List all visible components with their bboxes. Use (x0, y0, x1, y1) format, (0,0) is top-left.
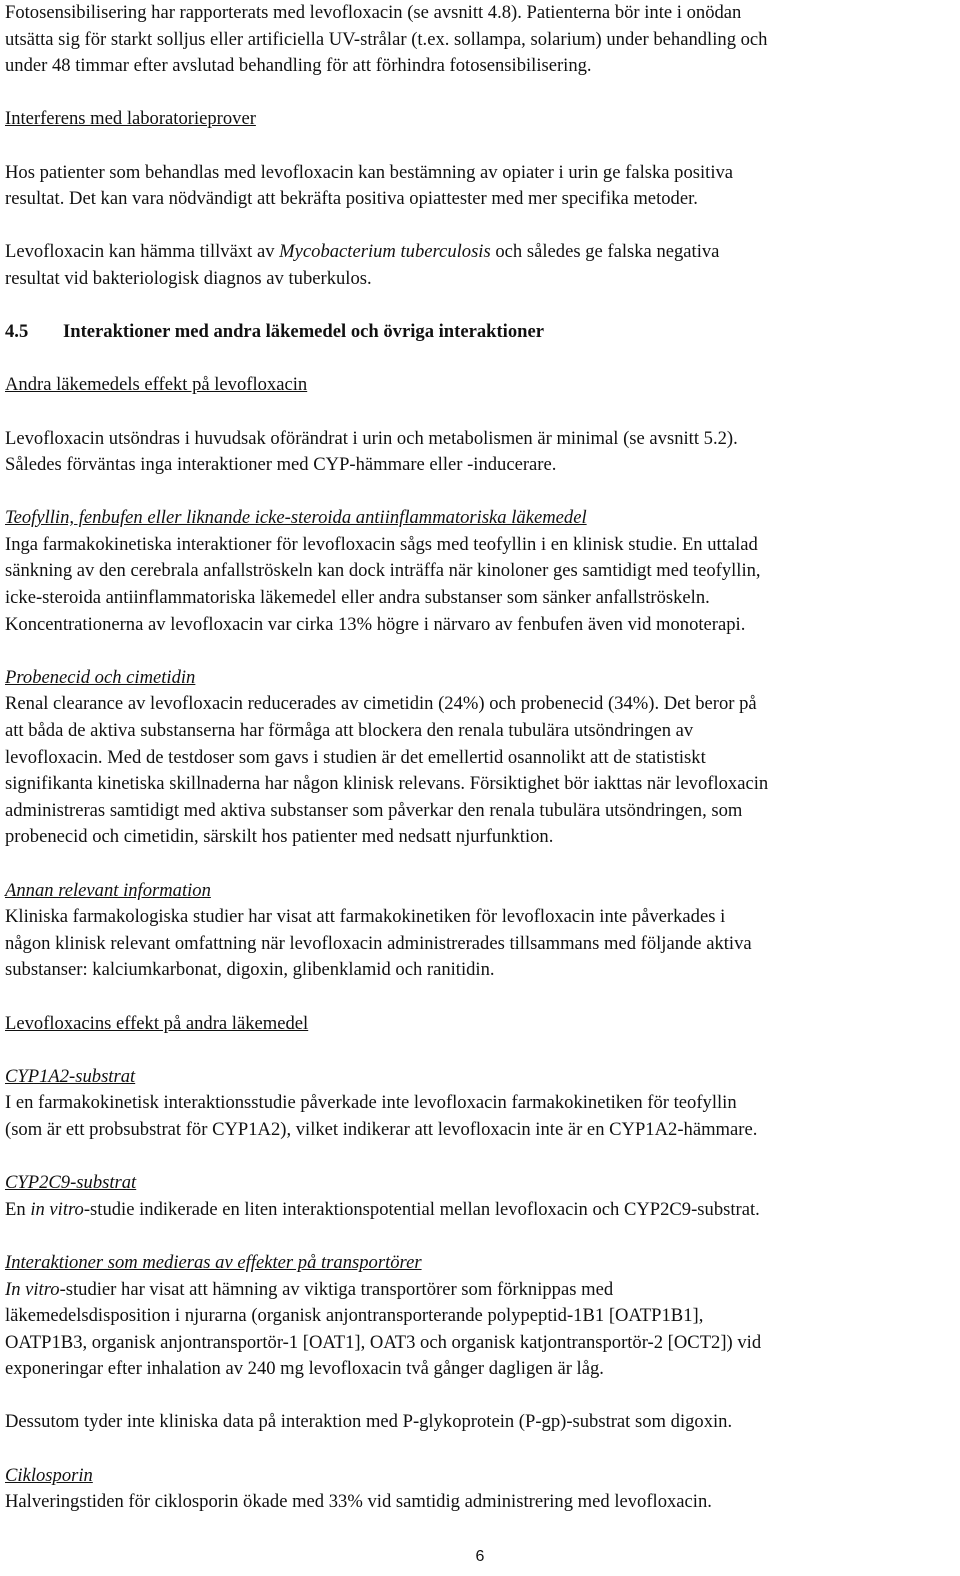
other-info-paragraph (5, 904, 950, 984)
text-line: I en farmakokinetisk interaktionsstudie påverkade inte levofloxacin farmakokinetiken för teofyllin (5, 1092, 737, 1114)
text-line: levofloxacin. Med de testdoser som gavs i studien är det emellertid osannolikt att de statistiskt (5, 746, 706, 768)
lab-interference-heading: Interferens med laboratorieprover (5, 108, 256, 130)
text-line: exponeringar efter inhalation av 240 mg levofloxacin två gånger dagligen är låg. (5, 1358, 604, 1380)
section-number: 4.5 (5, 321, 29, 343)
text-line: In vitro-studier har visat att hämning av viktiga transportörer som förknippas med (5, 1278, 614, 1300)
text-line: sänkning av den cerebrala anfallströskeln kan dock inträffa när kinoloner ges samtidigt med teofyllin, (5, 560, 761, 582)
text-line: Koncentrationerna av levofloxacin var cirka 13% högre i närvaro av fenbufen även vid monoterapi. (5, 613, 746, 635)
text-line: Hos patienter som behandlas med levofloxacin kan bestämning av opiater i urin ge falska positiva (5, 161, 734, 183)
cyp2c9-heading: CYP2C9-substrat (5, 1172, 137, 1194)
text-line: substanser: kalciumkarbonat, digoxin, glibenklamid och ranitidin. (5, 959, 495, 981)
text-line: OATP1B3, organisk anjontransportör-1 [OAT1], OAT3 och organisk katjontransportör-2 [OCT2]) vid (5, 1331, 762, 1353)
ciklosporin-heading: Ciklosporin (5, 1464, 93, 1486)
tuberculosis-paragraph (5, 239, 950, 292)
other-drugs-effect-heading: Andra läkemedels effekt på levofloxacin (5, 374, 308, 396)
probenecid-paragraph (5, 691, 950, 851)
text-line: resultat vid bakteriologisk diagnos av tuberkulos. (5, 267, 372, 289)
section-heading (5, 319, 950, 346)
text-line: administreras samtidigt med aktiva substanser som påverkar den renala tubulära utsöndringen, som (5, 799, 743, 821)
teofyllin-paragraph (5, 532, 950, 638)
page-number: 6 (475, 1548, 485, 1565)
photosensitization-paragraph (5, 0, 950, 80)
excretion-paragraph (5, 426, 950, 479)
text-line: icke-steroida antiinflammatoriska läkemedel eller andra substanser som sänker anfallströskeln. (5, 587, 710, 609)
text-line: signifikanta kinetiska skillnaderna har någon klinisk relevans. Försiktighet bör iakttas när levofloxacin (5, 773, 769, 795)
text-line: Således förväntas inga interaktioner med CYP-hämmare eller -inducerare. (5, 454, 557, 476)
species-name: Mycobacterium tuberculosis (279, 241, 491, 263)
cyp1a2-paragraph (5, 1090, 950, 1143)
text-line: resultat. Det kan vara nödvändigt att bekräfta positiva opiattester med mer specifika metoder. (5, 188, 698, 210)
text-line: Kliniska farmakologiska studier har visat att farmakokinetiken för levofloxacin inte påverkades i (5, 906, 726, 928)
section-title: Interaktioner med andra läkemedel och övriga interaktioner (63, 321, 544, 343)
text-line: Inga farmakokinetiska interaktioner för levofloxacin sågs med teofyllin i en klinisk studie. En uttalad (5, 533, 758, 555)
text-line: under 48 timmar efter avslutad behandling för att förhindra fotosensibilisering. (5, 55, 592, 77)
teofyllin-heading: Teofyllin, fenbufen eller liknande icke-steroida antiinflammatoriska läkemedel (5, 507, 587, 529)
probenecid-heading: Probenecid och cimetidin (5, 666, 196, 688)
ciklosporin-paragraph: Halveringstiden för ciklosporin ökade med 33% vid samtidig administrering med levofloxacin. (5, 1491, 712, 1513)
other-info-heading: Annan relevant information (5, 879, 211, 901)
lab-interference-paragraph (5, 160, 950, 213)
pgp-paragraph: Dessutom tyder inte kliniska data på interaktion med P-glykoprotein (P-gp)-substrat som digoxin. (5, 1411, 733, 1433)
text-line: (som är ett probsubstrat för CYP1A2), vilket indikerar att levofloxacin inte är en CYP1A2-hämmare. (5, 1118, 758, 1140)
text-line: läkemedelsdisposition i njurarna (organisk anjontransporterande polypeptid-1B1 [OATP1B1], (5, 1305, 704, 1327)
text-line: probenecid och cimetidin, särskilt hos patienter med nedsatt njurfunktion. (5, 826, 554, 848)
text-line: Levofloxacin utsöndras i huvudsak oförändrat i urin och metabolismen är minimal (se avsnitt 5.2). (5, 427, 738, 449)
text-line: utsätta sig för starkt solljus eller artificiella UV-strålar (t.ex. sollampa, solarium) under behandling och (5, 28, 768, 50)
text-line: någon klinisk relevant omfattning när levofloxacin administrerades tillsammans med följande aktiva (5, 932, 752, 954)
transporters-heading: Interaktioner som medieras av effekter på transportörer (5, 1251, 422, 1273)
cyp1a2-heading: CYP1A2-substrat (5, 1065, 136, 1087)
cyp2c9-paragraph: En in vitro-studie indikerade en liten interaktionspotential mellan levofloxacin och CYP2C9-substrat. (5, 1198, 760, 1220)
text-line: Fotosensibilisering har rapporterats med levofloxacin (se avsnitt 4.8). Patienterna bör inte i onödan (5, 2, 742, 23)
text-line: Levofloxacin kan hämma tillväxt av Mycobacterium tuberculosis och således ge falska negativa (5, 241, 720, 263)
text-line: att båda de aktiva substanserna har förmåga att blockera den renala tubulära utsöndringen av (5, 720, 694, 742)
text-line: Renal clearance av levofloxacin reducerades av cimetidin (24%) och probenecid (34%). Det beror på (5, 693, 757, 715)
levofloxacin-effect-heading: Levofloxacins effekt på andra läkemedel (5, 1012, 309, 1034)
document-page (5, 0, 950, 1516)
transporters-paragraph (5, 1277, 950, 1383)
